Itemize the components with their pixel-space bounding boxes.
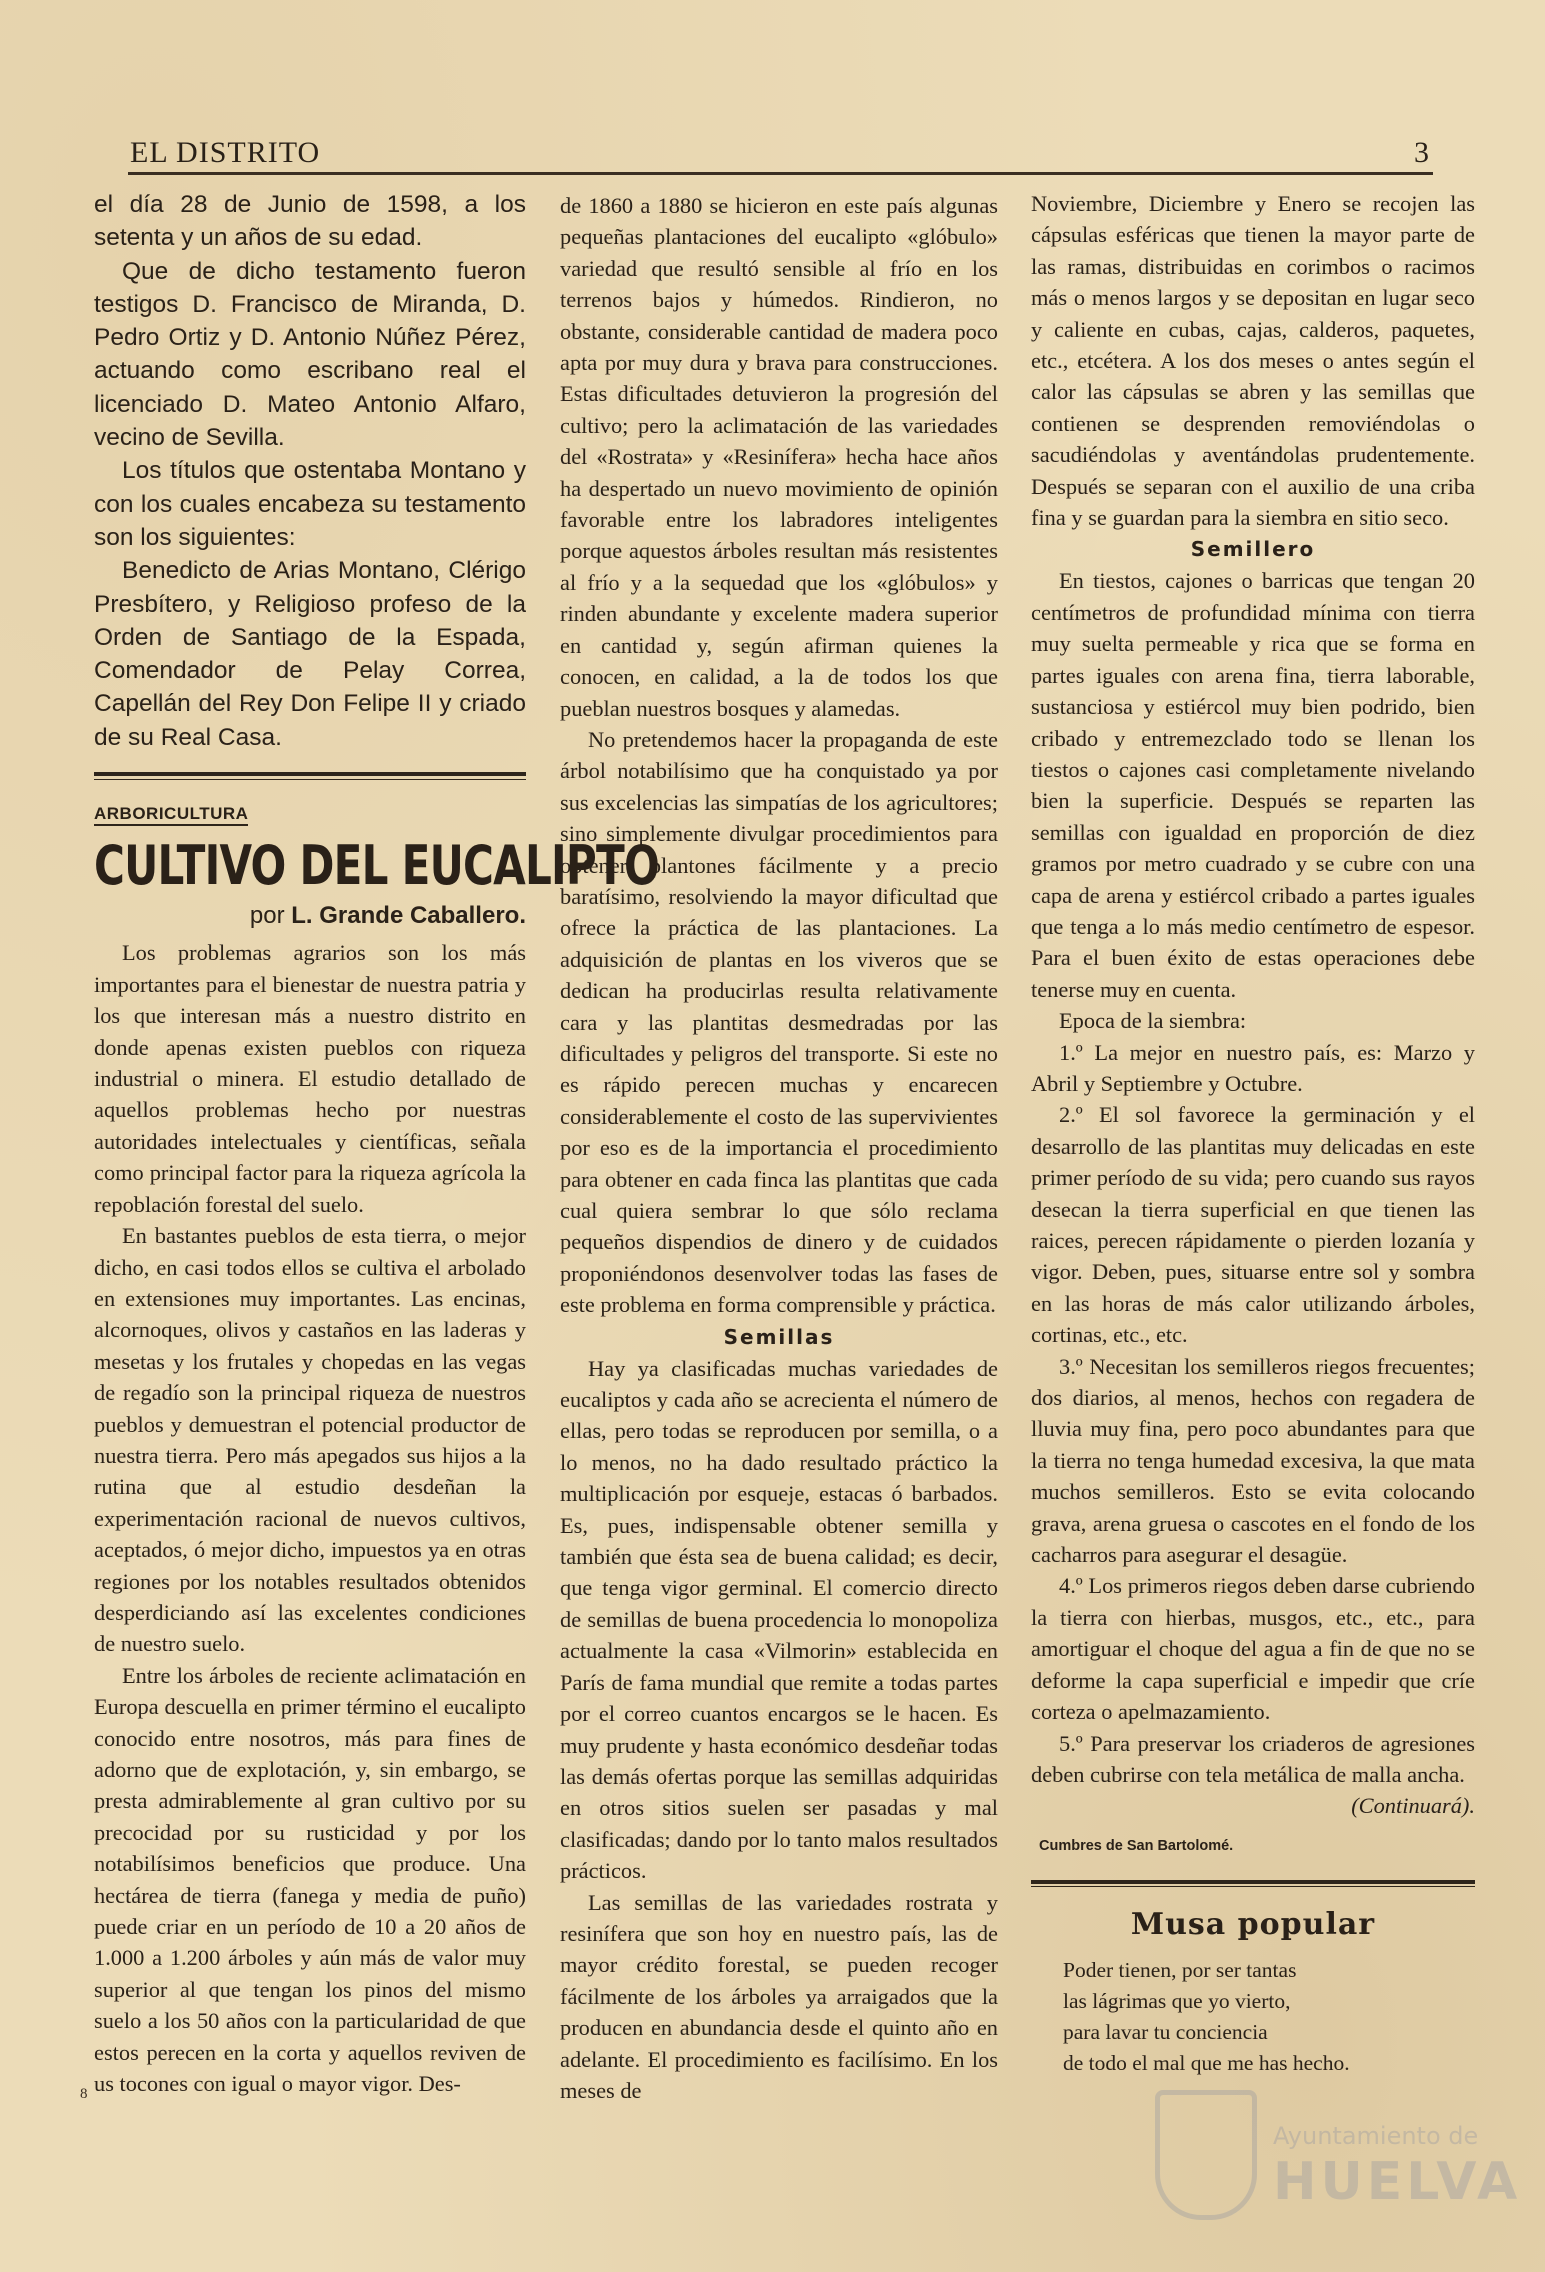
page-number: 3 [1414,136,1430,169]
byline-prefix: por [249,902,285,930]
section-divider-thin [94,779,526,780]
page-header [130,126,1430,170]
article-paragraph: En tiestos, cajones o barricas que tengan 20 centímetros de profundidad mínima con tierra muy suelta permeable y rica que se forma en partes iguales con arena fina, tierra laborable, sustanciosa y estiércol muy bien podrido, bien cribado y entremezclado todo se llenan los tiestos o cajones casi completamente nivelando bien la superficie. Después se reparten las semillas con igualdad en proporción de diez gramos por metro cuadrado y se cubre con una capa de arena y estiércol cribado a partes iguales que tenga a lo más medio centímetro de espesor. Para el buen éxito de estas operaciones debe tenerse muy en cuenta. [1031,568,1475,1002]
article-paragraph: En bastantes pueblos de esta tierra, o mejor dicho, en casi todos ellos se cultiva el arbolado en extensiones muy importantes. Las encinas, alcornoques, olivos y castaños en las laderas y mesetas y los frutales y chopedas en las vegas de regadío son la principal riqueza de nuestros pueblos y demuestran el potencial productor de nuestra tierra. Pero más apegados sus hijos a la rutina que al estudio desdeñan la experimentación racional de nuevos cultivos, aceptados, ó mejor dicho, impuestos ya en otras regiones por los notables resultados obtenidos desperdiciando así las excelentes condiciones de nuestro suelo. [94,1223,526,1657]
byline-author: L. Grande Caballero. [291,902,526,930]
subheading-semillero: Semillero [1190,537,1316,562]
section-label: ARBORICULTURA [94,804,248,826]
article-paragraph: Noviembre, Diciembre y Enero se recojen las cápsulas esféricas que tienen la mayor parte de las ramas, distribuidas en corimbos o racimos más o menos largos y se depositan en lugar seco y caliente en cubas, cajas, calderos, paquetes, etc., etcétera. A los dos meses o antes según el calor las cápsulas se abren y las semillas que contienen se desprenden removiéndolas o sacudiéndolas y aventándolas prudentemente. Después se separan con el auxilio de una criba fina y se guardan para la siembra en sitio seco. [1031,191,1475,531]
intro-paragraph: Que de dicho testamento fueron testigos D. Francisco de Miranda, D. Pedro Ortiz y D. Antonio Núñez Pérez, actuando como escribano real el licenciado D. Mateo Antonio Alfaro, vecino de Sevilla. [94,257,526,452]
intro-paragraph: Benedicto de Arias Montano, Clérigo Presbítero, y Religioso profeso de la Orden de Santiago de la Espada, Comendador de Pelay Correa, Capellán del Rey Don Felipe II y criado de su Real Casa. [94,557,526,751]
intro-paragraph: el día 28 de Junio de 1598, a los setenta y un años de su edad. [94,191,526,252]
folio-mark: 8 [80,2086,88,2102]
article-paragraph: de 1860 a 1880 se hicieron en este país algunas pequeñas plantaciones del eucalipto «glóbulo» variedad que resultó sensible al frío en los terrenos bajos y húmedos. Rindieron, no obstante, considerable cantidad de madera poco apta por muy dura y brava para construcciones. Estas dificultades detuvieron la progresión del cultivo; pero la aclimatación de las variedades del «Rostrata» y «Resinífera» hecha hace años ha despertado un nuevo movimiento de opinión favorable entre los labradores inteligentes porque aquestos árboles resultan más resistentes al frío y a la sequedad que los «glóbulos» y rinden abundante y excelente madera superior en cantidad y, según afirman quienes la conocen, en calidad, a la de todos los que pueblan nuestros bosques y alamedas. [560,193,998,721]
column-3 [1031,188,1475,2079]
newspaper-title: EL DISTRITO [130,136,321,169]
coat-of-arms-icon [1155,2090,1257,2220]
poem-line: Poder tienen, por ser tantas [1063,1957,1297,1982]
poem [1031,1955,1475,2079]
article-title: CULTIVO DEL EUCALIPTO [94,834,659,898]
list-item: 5.º Para preservar los criaderos de agresiones deben cubrirse con tela metálica de malla ancha. [1031,1730,1475,1787]
header-rule [128,172,1433,175]
section-divider [94,772,526,776]
column-2 [560,190,998,2106]
watermark-line-2: HUELVA [1273,2152,1522,2212]
list-item: 2.º El sol favorece la germinación y el desarrollo de las plantitas muy delicadas en este primer período de su vida; pero cuando sus rayos desecan la tierra superficial en que tienen las raices, perecen rápidamente o pierden lozanía y vigor. Deben, pues, situarse entre sol y sombra en las horas de más calor utilizando árboles, cortinas, etc., etc. [1031,1102,1475,1348]
article-paragraph: No pretendemos hacer la propaganda de este árbol notabilísimo que ha conquistado ya por sus excelencias las simpatías de los agricultores; sino simplemente divulgar procedimientos para obtener plantones fácilmente y a precio baratísimo, resolviendo la mayor dificultad que ofrece la práctica de las plantaciones. La adquisición de plantas en los viveros que se dedican ha producirlas resulta relativamente cara y las plantitas desmedradas por las dificultades y peligros del transporte. Si este no es rápido perecen muchas y encarecen considerablemente el costo de las supervivientes por eso es de la importancia el procedimiento para obtener en cada finca las plantitas que cada cual quiera sembrar lo que sólo reclama pequeños dispendios de dinero y de cuidados proponiéndonos desenvolver todas las fases de este problema en forma comprensible y práctica. [560,726,998,1318]
continued-note: (Continuará). [1351,1793,1475,1819]
intro-paragraph: Los títulos que ostentaba Montano y con los cuales encabeza su testamento son los siguientes: [94,457,526,551]
list-item: 3.º Necesitan los semilleros riegos frecuentes; dos diarios, al menos, hechos con regadera de lluvia muy fina, pero poco abundantes para que la tierra no tenga humedad excesiva, la que mata muchos semilleros. Esto se evita colocando grava, arena gruesa o cascotes en el fondo de los cacharros para asegurar el desagüe. [1031,1353,1475,1568]
article-paragraph: Entre los árboles de reciente aclimatación en Europa descuella en primer término el eucalipto conocido entre nosotros, más para fines de adorno que de explotación, y, sin embargo, se presta admirablemente al gran cultivo por su precocidad por su rusticidad y por los notabilísimos beneficios que produce. Una hectárea de tierra (fanega y media de puño) puede criar en un período de 10 a 20 años de 1.000 a 1.200 árboles y aún más de valor muy superior al que tengan los pinos del mismo suelo a los 50 años con la particularidad de que estos perecen en la corta y aquellos reviven de us tocones con igual o mayor vigor. Des- [94,1662,526,2097]
list-item: 4.º Los primeros riegos deben darse cubriendo la tierra con hierbas, musgos, etc., etc., para amortiguar el choque del agua a fin de que no se deforme la capa superficial e impedir que críe corteza o apelmazamiento. [1031,1573,1475,1725]
signature-location: Cumbres de San Bartolomé. [1039,1837,1234,1854]
article-paragraph: Las semillas de las variedades rostrata y resinífera que son hoy en nuestro país, las de mayor crédito forestal, se pueden recoger fácilmente de los árboles ya arraigados que la producen en abundancia desde el quinto año en adelante. El procedimiento es facilísimo. En los meses de [560,1889,998,2103]
archive-watermark [1155,2080,1522,2250]
byline [94,899,526,933]
article-paragraph: Epoca de la siembra: [1059,1008,1247,1034]
poem-line: para lavar tu conciencia [1063,2019,1268,2044]
poem-title: Musa popular [1130,1906,1376,1942]
list-item: 1.º La mejor en nuestro país, es: Marzo y Abril y Septiembre y Octubre. [1031,1039,1475,1096]
column-1 [94,188,659,2099]
subheading-semillas: Semillas [723,1324,835,1349]
section-divider [1031,1880,1475,1884]
article-paragraph: Hay ya clasificadas muchas variedades de eucaliptos y cada año se acrecienta el número de ellas, pero todas se reproducen por semilla, o a lo menos, no ha dado resultado práctico la multiplicación por esqueje, estacas ó barbados. Es, pues, indispensable obtener semilla y también que ésta sea de buena calidad; es decir, que tenga vigor germinal. El comercio directo de semillas de buena procedencia lo monopoliza actualmente la casa «Vilmorin» establecida en París de fama mundial que remite a todas partes por el correo cuantos encargos se le hacen. Es muy prudente y hasta económico desdeñar todas las demás ofertas porque las semillas adquiridas en otros sitios suelen ser pasadas y mal clasificadas; dando por lo tanto malos resultados prácticos. [560,1355,998,1884]
testament-intro [94,188,526,754]
article-paragraph: Los problemas agrarios son los más importantes para el bienestar de nuestra patria y los que interesan más a nuestro distrito en donde apenas existen pueblos con riqueza industrial o minera. El estudio detallado de aquellos problemas hecho por nuestras autoridades intelectuales y científicas, señala como principal factor para la riqueza agrícola la repoblación forestal del suelo. [94,940,526,1217]
watermark-line-1: Ayuntamiento de [1273,2122,1479,2150]
section-divider-thin [1031,1886,1475,1887]
poem-line: de todo el mal que me has hecho. [1063,2050,1350,2075]
poem-line: las lágrimas que yo vierto, [1063,1988,1291,2013]
